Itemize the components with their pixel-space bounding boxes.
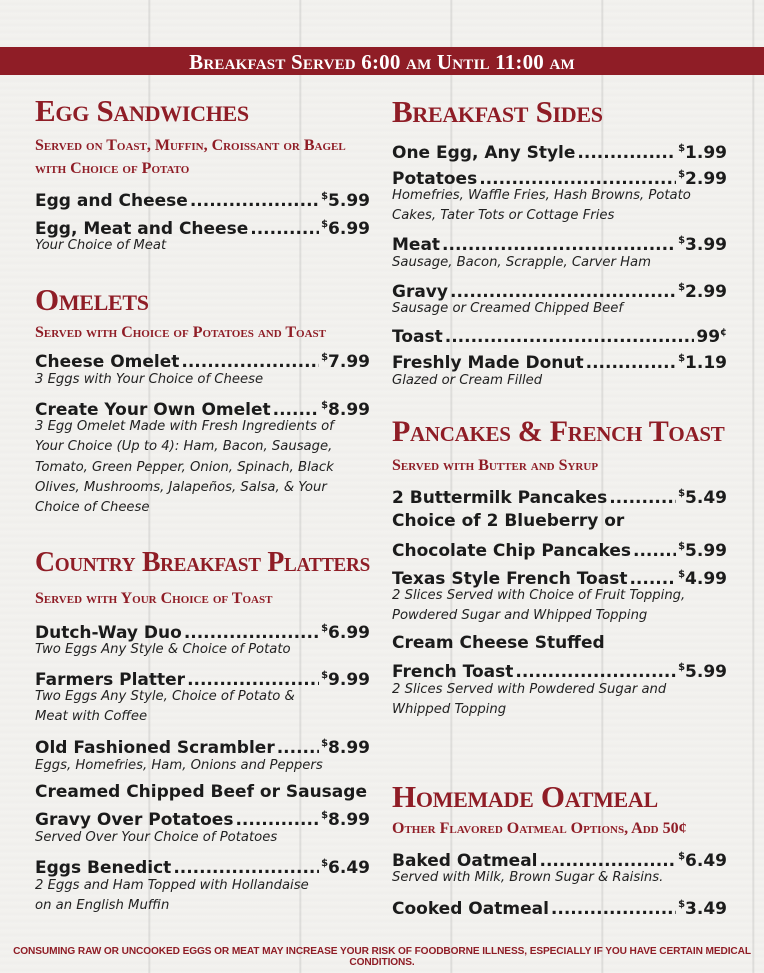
currency-symbol: $ [678,899,686,910]
item-description: Two Eggs Any Style & Choice of Potato [35,642,291,657]
item-name: Create Your Own Omelet [35,400,271,420]
item-price: 7.99 [328,352,370,372]
currency-symbol: $ [678,488,686,499]
currency-symbol: $ [678,569,686,580]
menu-item [392,536,727,562]
food-safety-disclaimer: CONSUMING RAW OR UNCOOKED EGGS OR MEAT MAY INCREASE YOUR RISK OF FOODBORNE ILLNESS, ESPECIALLY IF YOU HAVE CERTAIN MEDICAL CONDITIONS. [13,946,751,968]
section-subtitle: with Choice of Potato [35,160,190,177]
item-name: Farmers Platter [35,670,186,690]
item-description: Sausage or Creamed Chipped Beef [392,301,624,316]
section-subtitle: Served with Butter and Syrup [392,457,599,474]
item-name: Cheese Omelet [35,352,180,372]
item-name: French Toast [392,662,514,682]
item-name: Old Fashioned Scrambler [35,738,275,758]
item-description: 2 Eggs and Ham Topped with Hollandaise [35,878,309,893]
hours-banner-text: Breakfast Served 6:00 am Until 11:00 am [189,50,575,74]
section-title-oatmeal: Homemade Oatmeal [392,779,658,814]
item-price: 9.99 [328,670,370,690]
item-name: Gravy [392,282,448,302]
item-name: One Egg, Any Style [392,143,576,163]
currency-symbol: $ [321,810,329,821]
currency-symbol: $ [678,353,686,364]
section-title-omelets: Omelets [35,282,149,317]
currency-symbol: $ [321,352,329,363]
currency-symbol: $ [321,191,329,202]
section-title-egg-sandwiches: Egg Sandwiches [35,93,249,128]
item-name: Baked Oatmeal [392,851,538,871]
section-title-platters: Country Breakfast Platters [35,546,370,578]
item-price: 5.49 [685,488,727,508]
item-description: Two Eggs Any Style, Choice of Potato & [35,689,295,704]
section-title-pancakes: Pancakes & French Toast [392,415,725,448]
currency-symbol: $ [678,235,686,246]
item-price: 4.99 [685,569,727,589]
item-description: Your Choice of Meat [35,238,167,253]
item-name: Egg and Cheese [35,191,188,211]
menu-item [35,186,370,212]
item-name: Cooked Oatmeal [392,899,549,919]
item-name: Potatoes [392,169,478,189]
item-description: Whipped Topping [392,702,507,717]
item-name: Meat [392,235,441,255]
item-name: Toast [392,327,443,347]
currency-symbol: ¢ [720,327,727,338]
item-description: Powdered Sugar and Whipped Topping [392,608,648,623]
item-description: Cakes, Tater Tots or Cottage Fries [392,208,615,223]
item-price: 8.99 [328,810,370,830]
item-description: Meat with Coffee [35,709,148,724]
currency-symbol: $ [321,670,329,681]
item-name: Choice of 2 Blueberry or [392,511,625,531]
menu-item [392,322,727,348]
item-name: 2 Buttermilk Pancakes [392,488,608,508]
item-price: 6.99 [328,623,370,643]
item-description: Eggs, Homefries, Ham, Onions and Peppers [35,758,323,773]
item-price: 8.99 [328,738,370,758]
item-description: on an English Muffin [35,898,170,913]
menu-item [392,483,727,509]
item-name: Cream Cheese Stuffed [392,633,605,653]
item-description: Olives, Mushrooms, Jalapeños, Salsa, & Your [35,480,327,495]
item-name: Freshly Made Donut [392,353,584,373]
item-description: Served with Milk, Brown Sugar & Raisins. [392,870,664,885]
currency-symbol: $ [678,169,686,180]
item-description: Glazed or Cream Filled [392,373,543,388]
currency-symbol: $ [321,623,329,634]
item-name: Eggs Benedict [35,858,172,878]
item-description: 2 Slices Served with Choice of Fruit Topping, [392,588,686,603]
menu-item [392,894,727,920]
currency-symbol: $ [678,662,686,673]
item-price: 6.49 [685,851,727,871]
currency-symbol: $ [678,143,686,154]
currency-symbol: $ [678,851,686,862]
item-description: 3 Eggs with Your Choice of Cheese [35,372,264,387]
item-name: Egg, Meat and Cheese [35,219,249,239]
currency-symbol: $ [678,541,686,552]
currency-symbol: $ [678,282,686,293]
item-name: Dutch-Way Duo [35,623,182,643]
item-description: 3 Egg Omelet Made with Fresh Ingredients of [35,419,334,434]
item-description: Tomato, Green Pepper, Onion, Spinach, Black [35,460,334,475]
item-price: 5.99 [685,662,727,682]
item-price: 3.99 [685,235,727,255]
item-price: 2.99 [685,169,727,189]
menu-item [392,138,727,164]
item-price: 6.49 [328,858,370,878]
item-price: 8.99 [328,400,370,420]
item-price: 1.19 [685,353,727,373]
section-subtitle: Served on Toast, Muffin, Croissant or Bagel [35,137,346,154]
item-price: 6.99 [328,219,370,239]
item-name: Gravy Over Potatoes [35,810,234,830]
item-description: Choice of Cheese [35,500,150,515]
item-price: 2.99 [685,282,727,302]
item-name: Chocolate Chip Pancakes [392,541,632,561]
item-price: 99 [696,327,721,347]
item-name: Creamed Chipped Beef or Sausage [35,782,367,802]
item-description: Served Over Your Choice of Potatoes [35,830,278,845]
section-subtitle: Served with Choice of Potatoes and Toast [35,324,326,341]
currency-symbol: $ [321,738,329,749]
item-description: Homefries, Waffle Fries, Hash Browns, Potato [392,188,691,203]
item-description: Your Choice (Up to 4): Ham, Bacon, Sausage, [35,439,333,454]
section-subtitle: Other Flavored Oatmeal Options, Add 50¢ [392,820,687,837]
item-price: 5.99 [328,191,370,211]
item-description: 2 Slices Served with Powdered Sugar and [392,682,667,697]
item-name: Texas Style French Toast [392,569,628,589]
currency-symbol: $ [321,219,329,230]
item-price: 5.99 [685,541,727,561]
item-description: Sausage, Bacon, Scrapple, Carver Ham [392,255,651,270]
section-subtitle: Served with Your Choice of Toast [35,590,273,607]
item-price: 1.99 [685,143,727,163]
item-price: 3.49 [685,899,727,919]
currency-symbol: $ [321,858,329,869]
section-title-sides: Breakfast Sides [392,94,603,129]
currency-symbol: $ [321,400,329,411]
